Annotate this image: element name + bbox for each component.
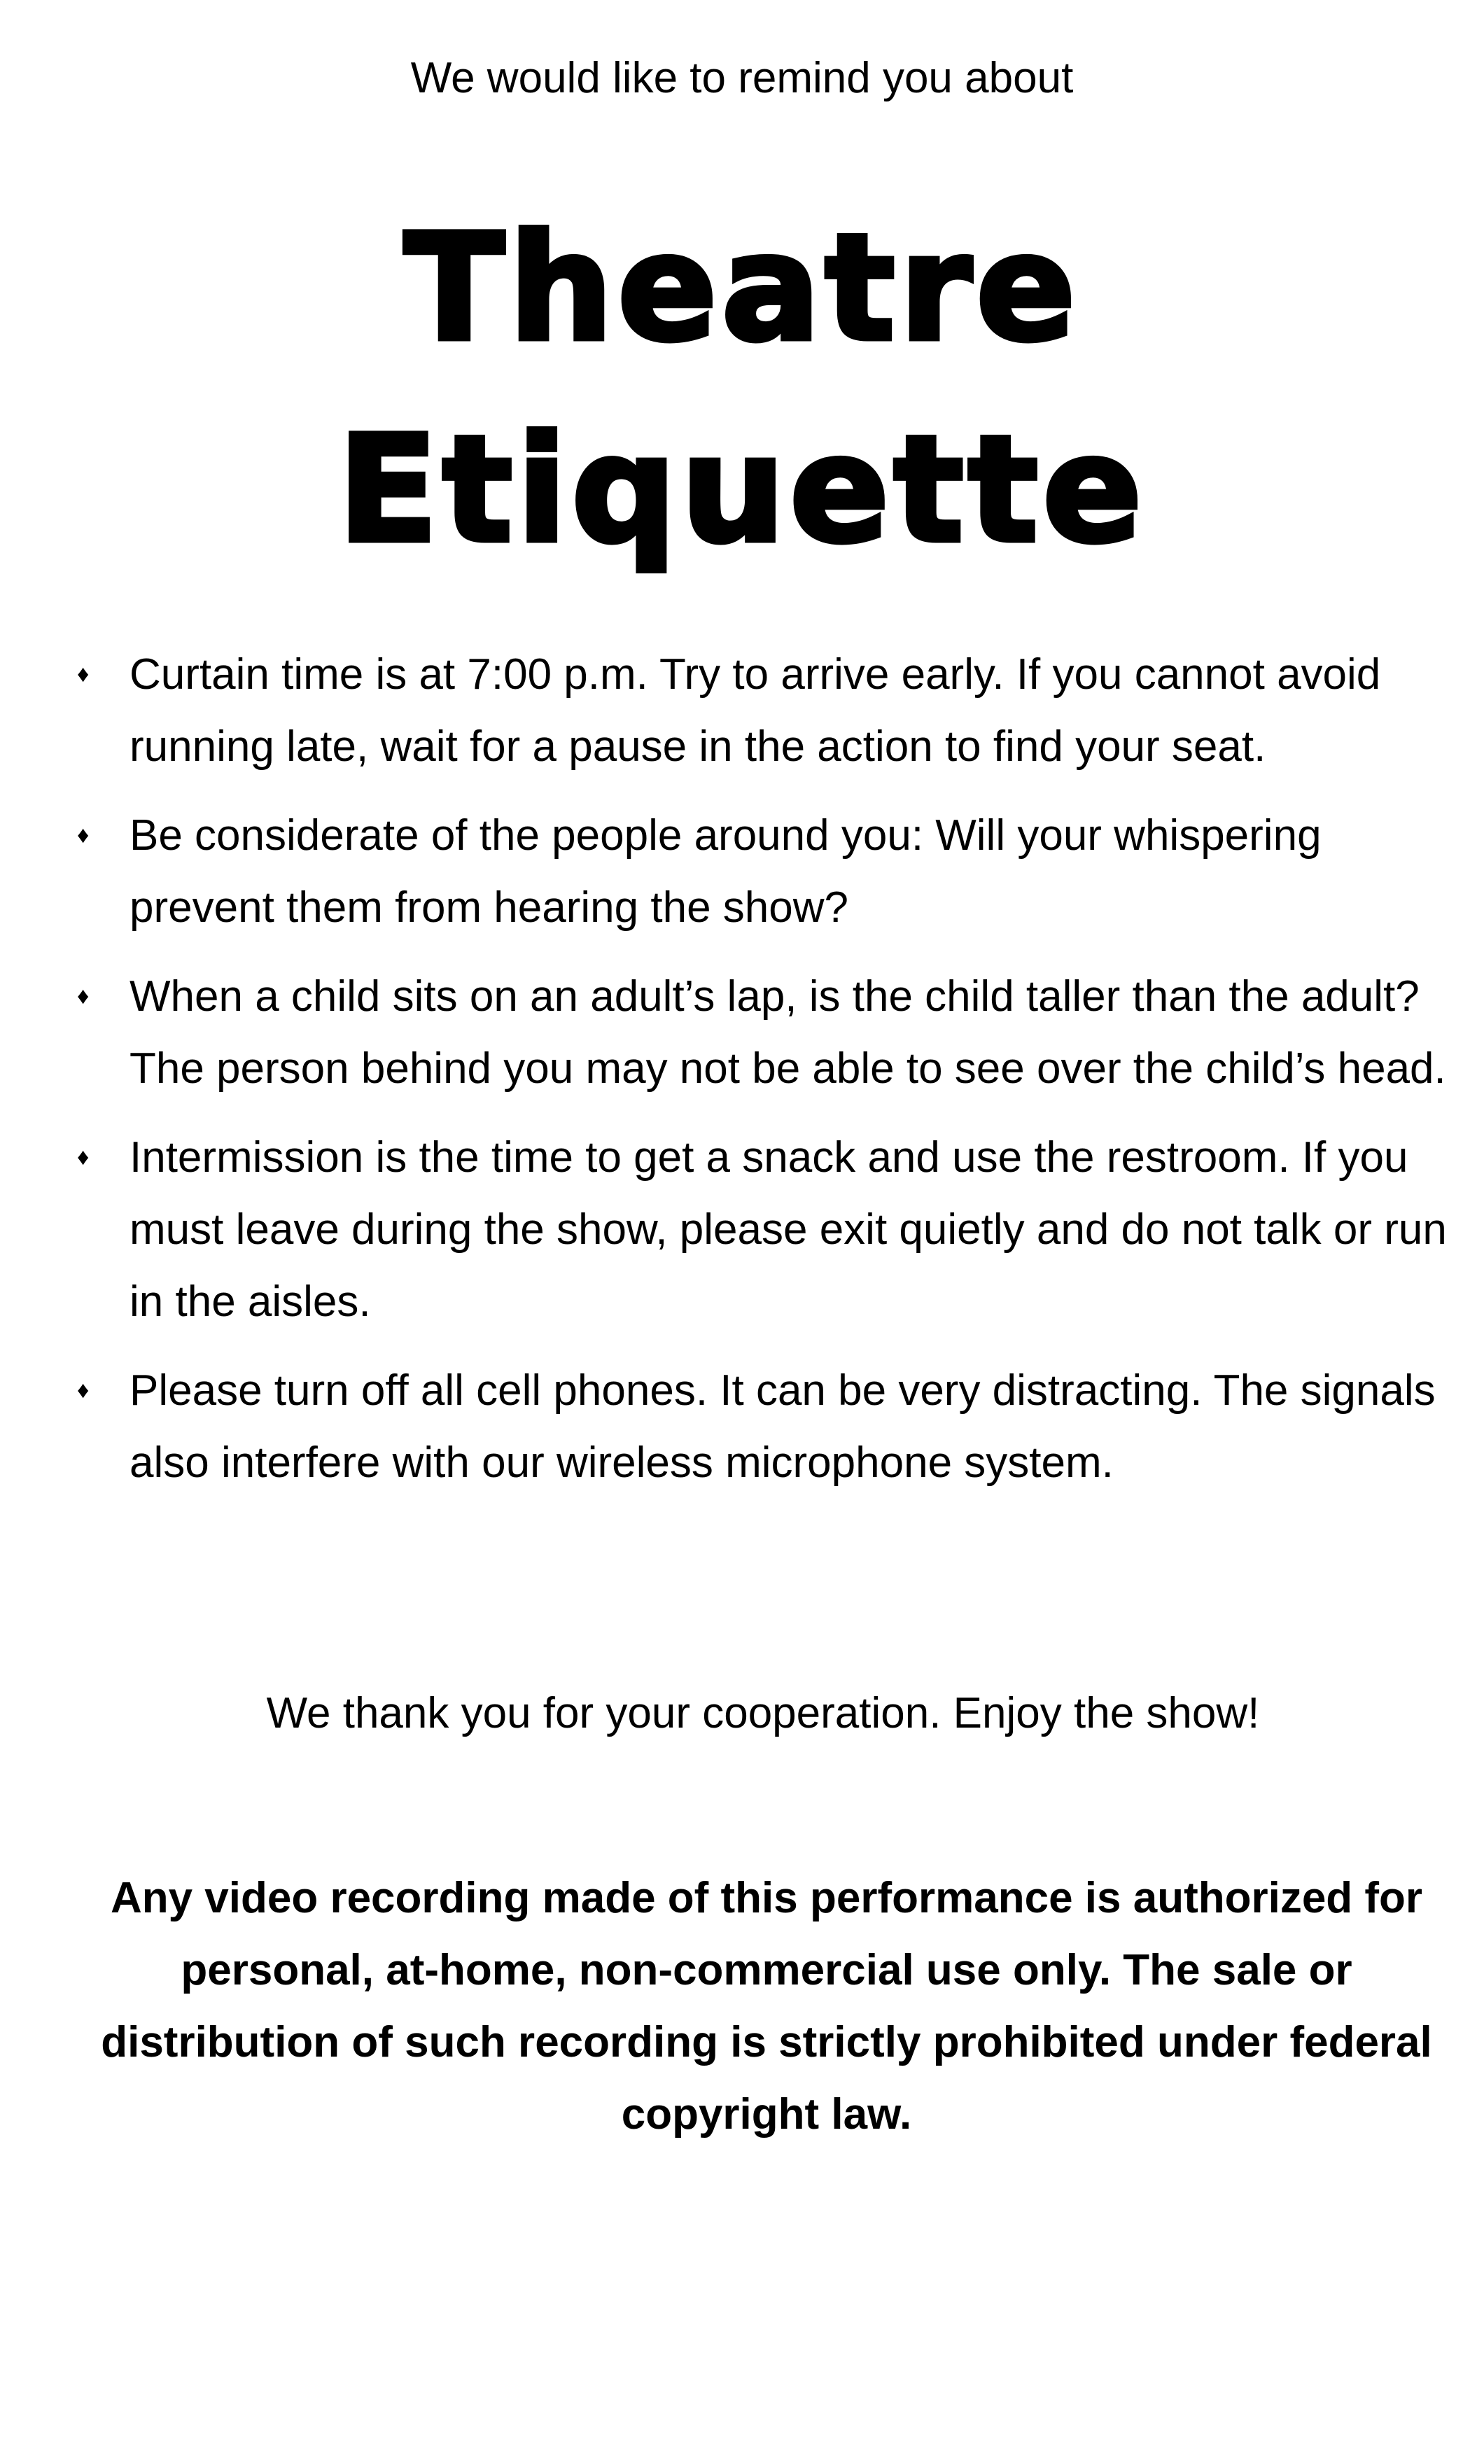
rule-text: Please turn off all cell phones. It can be very distracting. The signals also interfere with our wireless microphone system. xyxy=(130,1366,1436,1487)
rule-text: Curtain time is at 7:00 p.m. Try to arrive early. If you cannot avoid running late, wait for a pause in the action to find your seat. xyxy=(130,650,1381,771)
list-item xyxy=(77,960,1470,1105)
rule-text: When a child sits on an adult’s lap, is the child taller than the adult? The person behind you may not be able to see over the child’s head. xyxy=(130,972,1446,1093)
title-line-1: Theatre xyxy=(404,202,1080,374)
diamond-bullet-icon: ♦ xyxy=(77,661,90,687)
page-title xyxy=(0,188,1484,591)
list-item xyxy=(77,1354,1470,1499)
thank-you-text: We thank you for your cooperation. Enjoy the show! xyxy=(266,1689,1260,1737)
intro-text: We would like to remind you about xyxy=(410,54,1074,102)
diamond-bullet-icon: ♦ xyxy=(77,983,90,1009)
diamond-bullet-icon: ♦ xyxy=(77,1144,90,1170)
list-item xyxy=(77,638,1470,783)
diamond-bullet-icon: ♦ xyxy=(77,822,90,848)
list-item xyxy=(77,799,1470,944)
copyright-notice: Any video recording made of this performance is authorized for personal, at-home, non-commercial use only. The sale or distribution of such recording is strictly prohibited under federal copyright law. xyxy=(101,1874,1432,2138)
list-item xyxy=(77,1121,1470,1338)
etiquette-rules-list xyxy=(77,638,1470,1516)
rule-text: Intermission is the time to get a snack and use the restroom. If you must leave during the show, please exit quietly and do not talk or run in the aisles. xyxy=(130,1133,1447,1326)
title-line-2: Etiquette xyxy=(337,404,1147,575)
rule-text: Be considerate of the people around you: Will your whispering prevent them from hearing the show? xyxy=(130,811,1322,932)
diamond-bullet-icon: ♦ xyxy=(77,1377,90,1404)
